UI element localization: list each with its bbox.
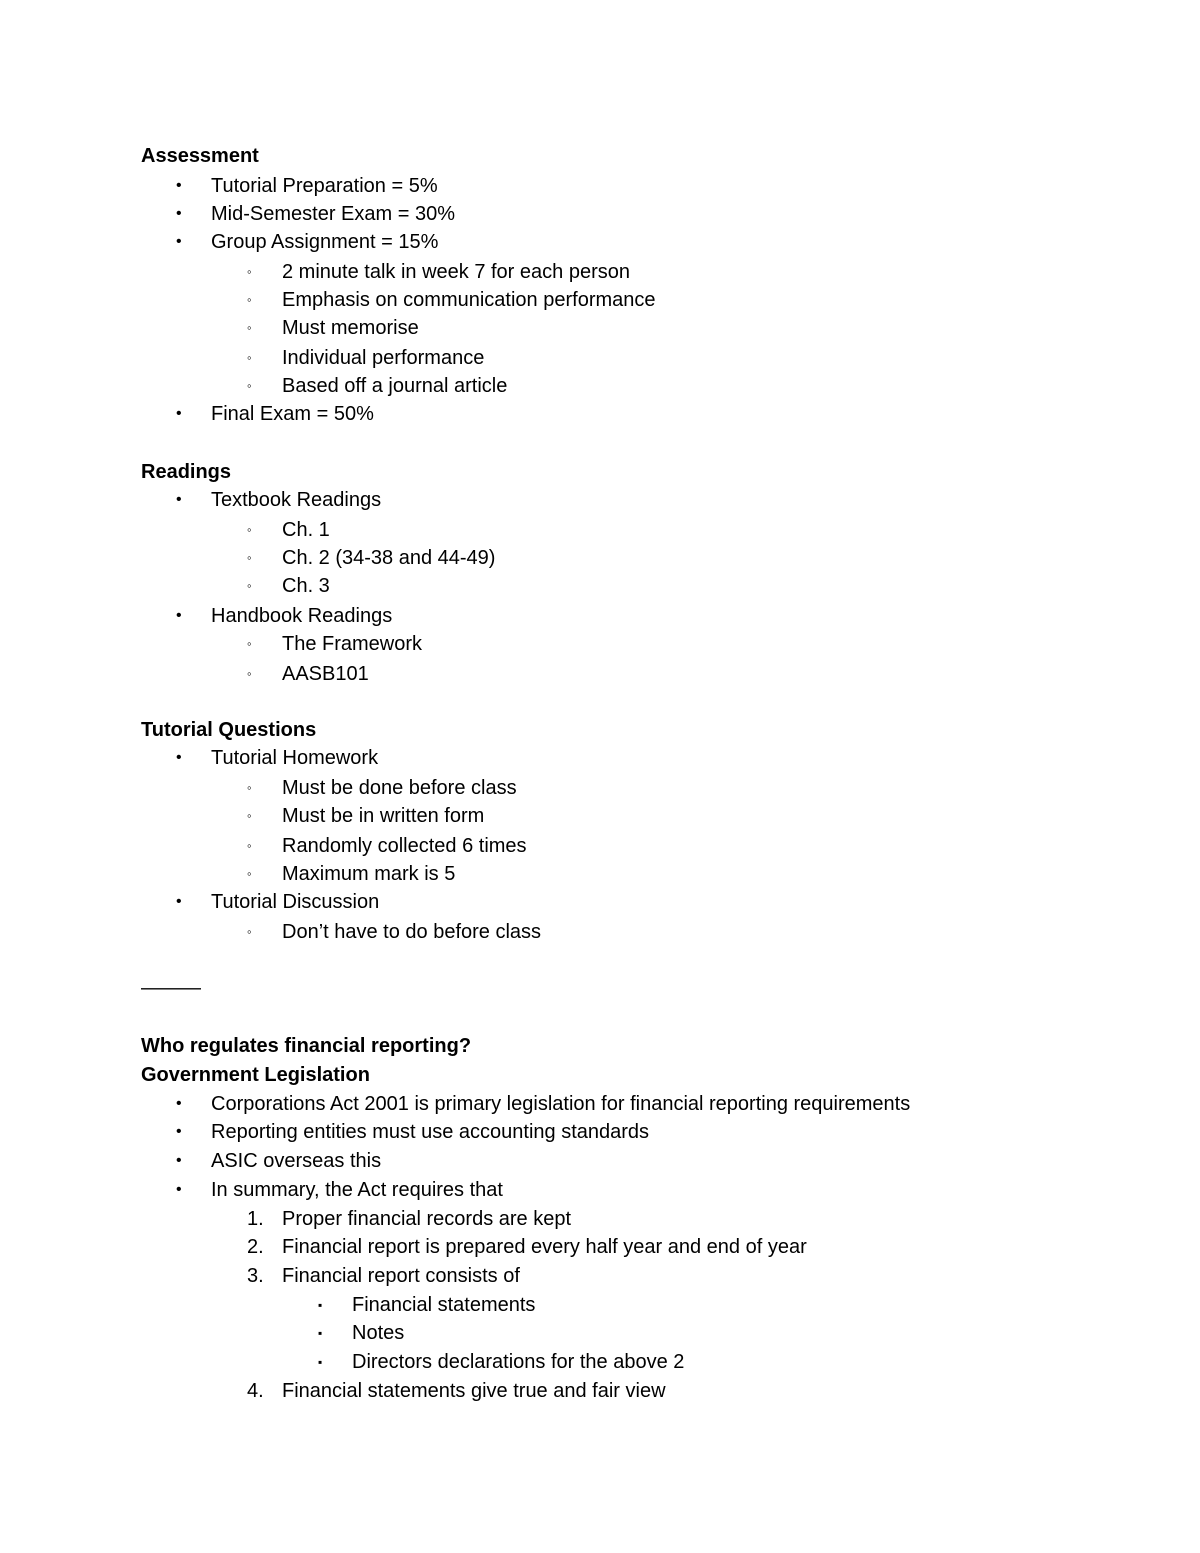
bullet-circle: ◦: [247, 292, 252, 307]
bullet-circle: ◦: [247, 666, 252, 681]
sub-list-item: Based off a journal article: [282, 375, 508, 397]
bullet-circle: ◦: [247, 550, 252, 565]
assessment-heading: Assessment: [141, 145, 259, 167]
numbered-item: Financial statements give true and fair view: [282, 1380, 666, 1402]
bullet-disc: •: [176, 233, 182, 250]
bullet-circle: ◦: [247, 924, 252, 939]
sub-sub-list-item: Financial statements: [352, 1294, 536, 1316]
bullet-disc: •: [176, 177, 182, 194]
sub-list-item: Ch. 3: [282, 575, 330, 597]
list-item: Group Assignment = 15%: [211, 231, 439, 253]
numbered-item: Financial report consists of: [282, 1265, 520, 1287]
sub-list-item: Don’t have to do before class: [282, 921, 542, 943]
sub-list-item: Ch. 2 (34-38 and 44-49): [282, 547, 496, 569]
numbered-item: Proper financial records are kept: [282, 1208, 572, 1230]
sub-list-item: The Framework: [282, 633, 423, 655]
sub-list-item: Individual performance: [282, 347, 485, 369]
list-item: Mid-Semester Exam = 30%: [211, 203, 455, 225]
list-item: Textbook Readings: [211, 489, 382, 511]
bullet-circle: ◦: [247, 578, 252, 593]
bullet-circle: ◦: [247, 320, 252, 335]
bullet-disc: •: [176, 405, 182, 422]
bullet-square: ▪: [318, 1355, 323, 1369]
list-number: 1.: [247, 1208, 264, 1230]
bullet-circle: ◦: [247, 808, 252, 823]
bullet-disc: •: [176, 205, 182, 222]
sub-list-item: Emphasis on communication performance: [282, 289, 656, 311]
sub-list-item: Maximum mark is 5: [282, 863, 456, 885]
list-number: 2.: [247, 1236, 264, 1258]
list-number: 4.: [247, 1380, 264, 1402]
legislation-heading: Government Legislation: [141, 1064, 370, 1086]
list-item: Final Exam = 50%: [211, 403, 374, 425]
sub-sub-list-item: Notes: [352, 1322, 405, 1344]
sub-list-item: Must be done before class: [282, 777, 517, 799]
sub-list-item: Ch. 1: [282, 519, 330, 541]
bullet-circle: ◦: [247, 866, 252, 881]
sub-list-item: Must memorise: [282, 317, 419, 339]
bullet-circle: ◦: [247, 350, 252, 365]
readings-heading: Readings: [141, 461, 232, 483]
list-item: ASIC overseas this: [211, 1150, 382, 1172]
bullet-circle: ◦: [247, 264, 252, 279]
bullet-disc: •: [176, 893, 182, 910]
list-item: Tutorial Discussion: [211, 891, 380, 913]
list-number: 3.: [247, 1265, 264, 1287]
sub-list-item: Must be in written form: [282, 805, 485, 827]
list-item: Reporting entities must use accounting standards: [211, 1121, 650, 1143]
bullet-disc: •: [176, 1152, 182, 1169]
list-item: In summary, the Act requires that: [211, 1179, 503, 1201]
list-item: Tutorial Homework: [211, 747, 379, 769]
sub-list-item: 2 minute talk in week 7 for each person: [282, 261, 630, 283]
bullet-circle: ◦: [247, 378, 252, 393]
bullet-disc: •: [176, 607, 182, 624]
list-item: Handbook Readings: [211, 605, 393, 627]
sub-sub-list-item: Directors declarations for the above 2: [352, 1351, 685, 1373]
bullet-circle: ◦: [247, 838, 252, 853]
bullet-disc: •: [176, 1123, 182, 1140]
bullet-disc: •: [176, 1181, 182, 1198]
numbered-item: Financial report is prepared every half year and end of year: [282, 1236, 807, 1258]
bullet-square: ▪: [318, 1326, 323, 1340]
tutorial-heading: Tutorial Questions: [141, 719, 317, 741]
list-item: Corporations Act 2001 is primary legislation for financial reporting requirements: [211, 1093, 911, 1115]
sub-list-item: AASB101: [282, 663, 369, 685]
bullet-circle: ◦: [247, 522, 252, 537]
bullet-square: ▪: [318, 1298, 323, 1312]
bullet-disc: •: [176, 1095, 182, 1112]
sub-list-item: Randomly collected 6 times: [282, 835, 527, 857]
list-item: Tutorial Preparation = 5%: [211, 175, 438, 197]
bullet-disc: •: [176, 491, 182, 508]
bullet-circle: ◦: [247, 780, 252, 795]
bullet-disc: •: [176, 749, 182, 766]
bullet-circle: ◦: [247, 636, 252, 651]
separator-dashes: ———: [141, 977, 201, 999]
regulation-question: Who regulates financial reporting?: [141, 1035, 472, 1057]
